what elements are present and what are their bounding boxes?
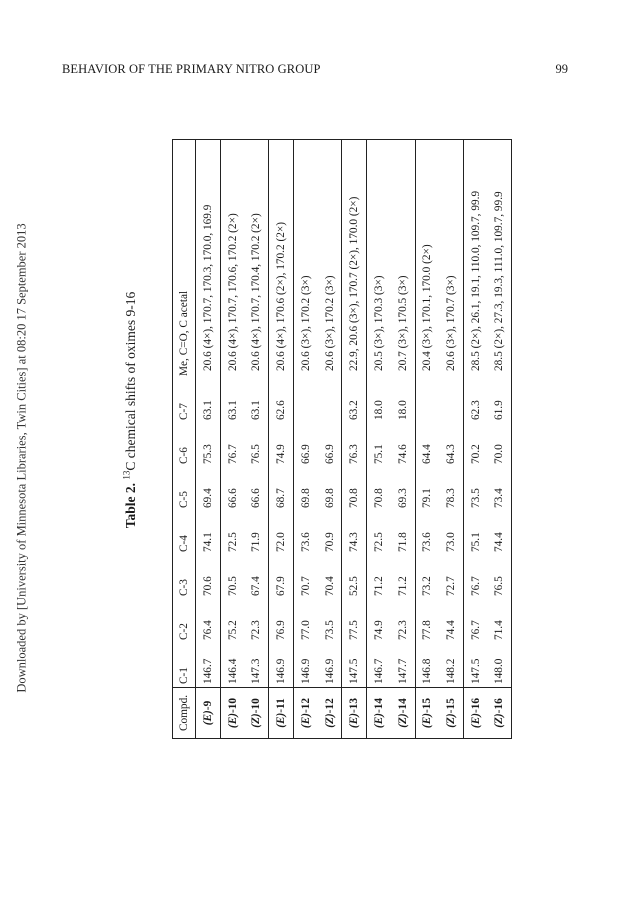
shift-cell-c3: 67.9: [269, 555, 294, 599]
compound-configuration: (E): [373, 713, 386, 729]
compound-number: 12: [323, 698, 336, 710]
shift-cell-c3: 72.7: [439, 555, 463, 599]
compound-cell: (E)-13: [342, 688, 367, 739]
compound-cell: (Z)-16: [487, 688, 511, 739]
shift-cell-c7: 61.9: [493, 400, 506, 420]
table-label: Table 2.: [122, 482, 138, 529]
shift-cell-c2: 77.0: [300, 620, 313, 640]
shift-cell-c1: 148.2: [439, 643, 463, 688]
shift-cell-c4: 72.5: [226, 532, 239, 552]
shift-cell-c5: 69.3: [391, 467, 415, 511]
compound-number: 16: [469, 697, 482, 710]
column-header: C-2: [173, 599, 196, 643]
shift-cell-c5: 66.6: [226, 488, 239, 508]
shift-cell-acetal: 20.6 (3×), 170.2 (3×): [318, 140, 342, 380]
shift-cell-c3: 67.4: [245, 555, 269, 599]
compound-configuration: (Z): [396, 713, 409, 728]
shift-cell-c7: 63.1: [245, 379, 269, 423]
shift-cell-acetal: 20.6 (4×), 170.7, 170.6, 170.2 (2×): [226, 213, 239, 371]
shift-cell-c4: 74.1: [196, 511, 221, 555]
table-row: [294, 140, 318, 739]
table-row: [245, 140, 269, 739]
compound-number: 10: [250, 698, 263, 710]
shift-cell-acetal: 22.9, 20.6 (3×), 170.7 (2×), 170.0 (2×): [342, 140, 367, 380]
shift-cell-acetal: 20.5 (3×), 170.3 (3×): [373, 275, 386, 371]
table-body: [196, 140, 512, 739]
shift-cell-c7: 62.3: [469, 400, 482, 420]
page-number: 99: [555, 62, 568, 76]
shift-cell-c7: 18.0: [391, 379, 415, 423]
shift-cell-c2: 77.8: [421, 620, 434, 640]
shift-cell-c2: 76.4: [196, 599, 221, 643]
shift-cell-c1: 146.9: [318, 643, 342, 688]
shift-cell-c1: 147.5: [342, 643, 367, 688]
shift-cell-c4: 72.5: [373, 532, 386, 552]
shift-cell-c1: 146.7: [196, 643, 221, 688]
table-row: [463, 140, 487, 739]
compound-cell: (E)-16: [463, 688, 487, 739]
shift-cell-c7: [415, 379, 439, 423]
shift-cell-c7: 63.1: [226, 400, 239, 420]
shift-cell-acetal: 20.6 (4×), 170.6 (2×), 170.2 (2×): [269, 140, 294, 380]
shift-cell-c2: 74.4: [439, 599, 463, 643]
column-header: C-1: [173, 643, 196, 688]
shift-cell-c5: 69.4: [196, 467, 221, 511]
shift-cell-c7: 63.2: [342, 379, 367, 423]
column-header: C-5: [173, 467, 196, 511]
chemical-shift-table: [172, 139, 512, 739]
shift-cell-c7: [318, 379, 342, 423]
column-header: C-4: [173, 511, 196, 555]
compound-cell: (Z)-14: [391, 688, 415, 739]
shift-cell-c6: 75.1: [373, 444, 386, 464]
shift-cell-c2: 75.2: [226, 620, 239, 640]
shift-cell-c6: 64.4: [421, 444, 434, 464]
table-caption: C chemical shifts of oximes 9-16: [122, 291, 138, 471]
shift-cell-c6: 76.3: [342, 423, 367, 467]
shift-cell-c2: 76.7: [469, 620, 482, 640]
compound-cell: (E)-10: [221, 688, 245, 739]
shift-cell-c2: 76.9: [269, 599, 294, 643]
shift-cell-c3: 73.2: [421, 576, 434, 596]
compound-cell: (Z)-12: [318, 688, 342, 739]
shift-cell-c1: 147.5: [469, 658, 482, 684]
table-row: [487, 140, 511, 739]
shift-cell-acetal: 28.5 (2×), 26.1, 19.1, 110.0, 109.7, 99.9: [469, 190, 482, 371]
shift-cell-c3: 71.2: [373, 576, 386, 596]
shift-cell-acetal: 20.7 (3×), 170.5 (3×): [391, 140, 415, 380]
shift-cell-c6: 70.2: [469, 444, 482, 464]
compound-configuration: (E): [275, 712, 288, 728]
shift-cell-c5: 79.1: [421, 488, 434, 508]
shift-cell-c1: 146.9: [300, 658, 313, 684]
shift-cell-c6: 75.3: [196, 423, 221, 467]
shift-cell-c1: 147.7: [391, 643, 415, 688]
compound-cell: (E)-15: [415, 688, 439, 739]
table-row: [269, 140, 294, 739]
shift-cell-c2: 77.5: [342, 599, 367, 643]
compound-cell: (Z)-15: [439, 688, 463, 739]
shift-cell-c7: 63.1: [196, 379, 221, 423]
compound-number: 11: [275, 698, 288, 709]
compound-configuration: (E): [300, 713, 313, 729]
compound-configuration: (Z): [250, 713, 263, 728]
shift-cell-acetal: 20.6 (3×), 170.2 (3×): [300, 275, 313, 371]
shift-cell-c3: 76.7: [469, 576, 482, 596]
compound-configuration: (Z): [323, 713, 336, 728]
table-container: [172, 139, 512, 739]
shift-cell-c3: 52.5: [342, 555, 367, 599]
shift-cell-c5: 78.3: [439, 467, 463, 511]
column-header: C-6: [173, 423, 196, 467]
shift-cell-c1: 147.3: [245, 643, 269, 688]
table-caption-superscript: 13: [121, 470, 132, 480]
compound-number: 13: [348, 697, 361, 710]
compound-number: 15: [421, 697, 434, 710]
shift-cell-c4: 74.3: [342, 511, 367, 555]
compound-number: 10: [226, 697, 239, 710]
column-header: C-3: [173, 555, 196, 599]
shift-cell-c4: 70.9: [318, 511, 342, 555]
column-header: Me, C=O, C acetal: [173, 140, 196, 380]
shift-cell-c5: 70.8: [342, 467, 367, 511]
shift-cell-c5: 69.8: [318, 467, 342, 511]
shift-cell-c7: [439, 379, 463, 423]
running-title: BEHAVIOR OF THE PRIMARY NITRO GROUP: [62, 62, 321, 76]
shift-cell-c5: 73.5: [469, 488, 482, 508]
table-row: [318, 140, 342, 739]
compound-cell: (E)-11: [269, 688, 294, 739]
shift-cell-c1: 146.9: [269, 643, 294, 688]
compound-configuration: (E): [202, 710, 215, 726]
compound-number: 12: [300, 697, 313, 710]
shift-cell-acetal: 28.5 (2×), 27.3, 19.3, 111.0, 109.7, 99.9: [493, 191, 506, 371]
shift-cell-c3: 71.2: [391, 555, 415, 599]
shift-cell-c7: [294, 379, 318, 423]
shift-cell-acetal: 20.4 (3×), 170.1, 170.0 (2×): [421, 244, 434, 371]
compound-number: 15: [444, 698, 457, 710]
compound-cell: (E)-12: [294, 688, 318, 739]
shift-cell-c1: 148.0: [493, 658, 506, 684]
shift-cell-c2: 72.3: [245, 599, 269, 643]
shift-cell-c4: 73.6: [421, 532, 434, 552]
shift-cell-c4: 73.0: [439, 511, 463, 555]
shift-cell-c6: 66.9: [300, 444, 313, 464]
shift-cell-c4: 73.6: [300, 532, 313, 552]
compound-configuration: (E): [469, 713, 482, 729]
shift-cell-c2: 72.3: [391, 599, 415, 643]
shift-cell-c3: 70.7: [300, 576, 313, 596]
shift-cell-c6: 70.0: [493, 444, 506, 464]
shift-cell-c1: 146.4: [226, 658, 239, 684]
compound-number: 16: [493, 698, 506, 710]
compound-cell: (E)-9: [196, 688, 221, 739]
shift-cell-c2: 73.5: [318, 599, 342, 643]
compound-configuration: (Z): [493, 713, 506, 728]
compound-cell: (E)-14: [367, 688, 391, 739]
page-header: [62, 62, 568, 82]
shift-cell-c7: 18.0: [373, 400, 386, 420]
shift-cell-c1: 146.8: [421, 658, 434, 684]
compound-configuration: (E): [421, 713, 434, 729]
table-row: [196, 140, 221, 739]
shift-cell-c3: 70.4: [318, 555, 342, 599]
table-row: [342, 140, 367, 739]
table-row: [391, 140, 415, 739]
shift-cell-acetal: 20.6 (4×), 170.7, 170.4, 170.2 (2×): [245, 140, 269, 380]
column-header-compound: Compd.: [173, 688, 196, 739]
table-row: [221, 140, 245, 739]
shift-cell-c5: 66.6: [245, 467, 269, 511]
compound-configuration: (E): [226, 713, 239, 729]
shift-cell-c7: 62.6: [269, 379, 294, 423]
shift-cell-c6: 64.3: [439, 423, 463, 467]
table-row: [367, 140, 391, 739]
compound-number: 14: [396, 698, 409, 710]
shift-cell-c6: 66.9: [318, 423, 342, 467]
compound-configuration: (Z): [444, 713, 457, 728]
shift-cell-c6: 76.5: [245, 423, 269, 467]
shift-cell-c4: 71.8: [391, 511, 415, 555]
shift-cell-c3: 70.6: [196, 555, 221, 599]
shift-cell-c1: 146.7: [373, 658, 386, 684]
column-header: C-7: [173, 379, 196, 423]
shift-cell-c4: 72.0: [269, 511, 294, 555]
shift-cell-c5: 69.8: [300, 488, 313, 508]
shift-cell-c6: 74.6: [391, 423, 415, 467]
shift-cell-c4: 71.9: [245, 511, 269, 555]
shift-cell-c4: 75.1: [469, 532, 482, 552]
compound-number: 14: [373, 697, 386, 710]
shift-cell-acetal: 20.6 (3×), 170.7 (3×): [439, 140, 463, 380]
watermark-text: Downloaded by [University of Minnesota Libraries, Twin Cities] at 08:20 17 September 2013: [14, 223, 29, 693]
shift-cell-c4: 74.4: [493, 532, 506, 552]
shift-cell-c6: 74.9: [269, 423, 294, 467]
shift-cell-c3: 70.5: [226, 576, 239, 596]
table-header-row: [173, 140, 196, 739]
shift-cell-c2: 74.9: [373, 620, 386, 640]
compound-number: 9: [202, 700, 215, 707]
shift-cell-c5: 70.8: [373, 488, 386, 508]
compound-cell: (Z)-10: [245, 688, 269, 739]
table-row: [415, 140, 439, 739]
shift-cell-c5: 68.7: [269, 467, 294, 511]
shift-cell-c2: 71.4: [493, 620, 506, 640]
shift-cell-c3: 76.5: [493, 576, 506, 596]
compound-configuration: (E): [348, 713, 361, 729]
shift-cell-c6: 76.7: [226, 444, 239, 464]
shift-cell-c5: 73.4: [493, 488, 506, 508]
shift-cell-acetal: 20.6 (4×), 170.7, 170.3, 170.0, 169.9: [196, 140, 221, 380]
table-row: [439, 140, 463, 739]
